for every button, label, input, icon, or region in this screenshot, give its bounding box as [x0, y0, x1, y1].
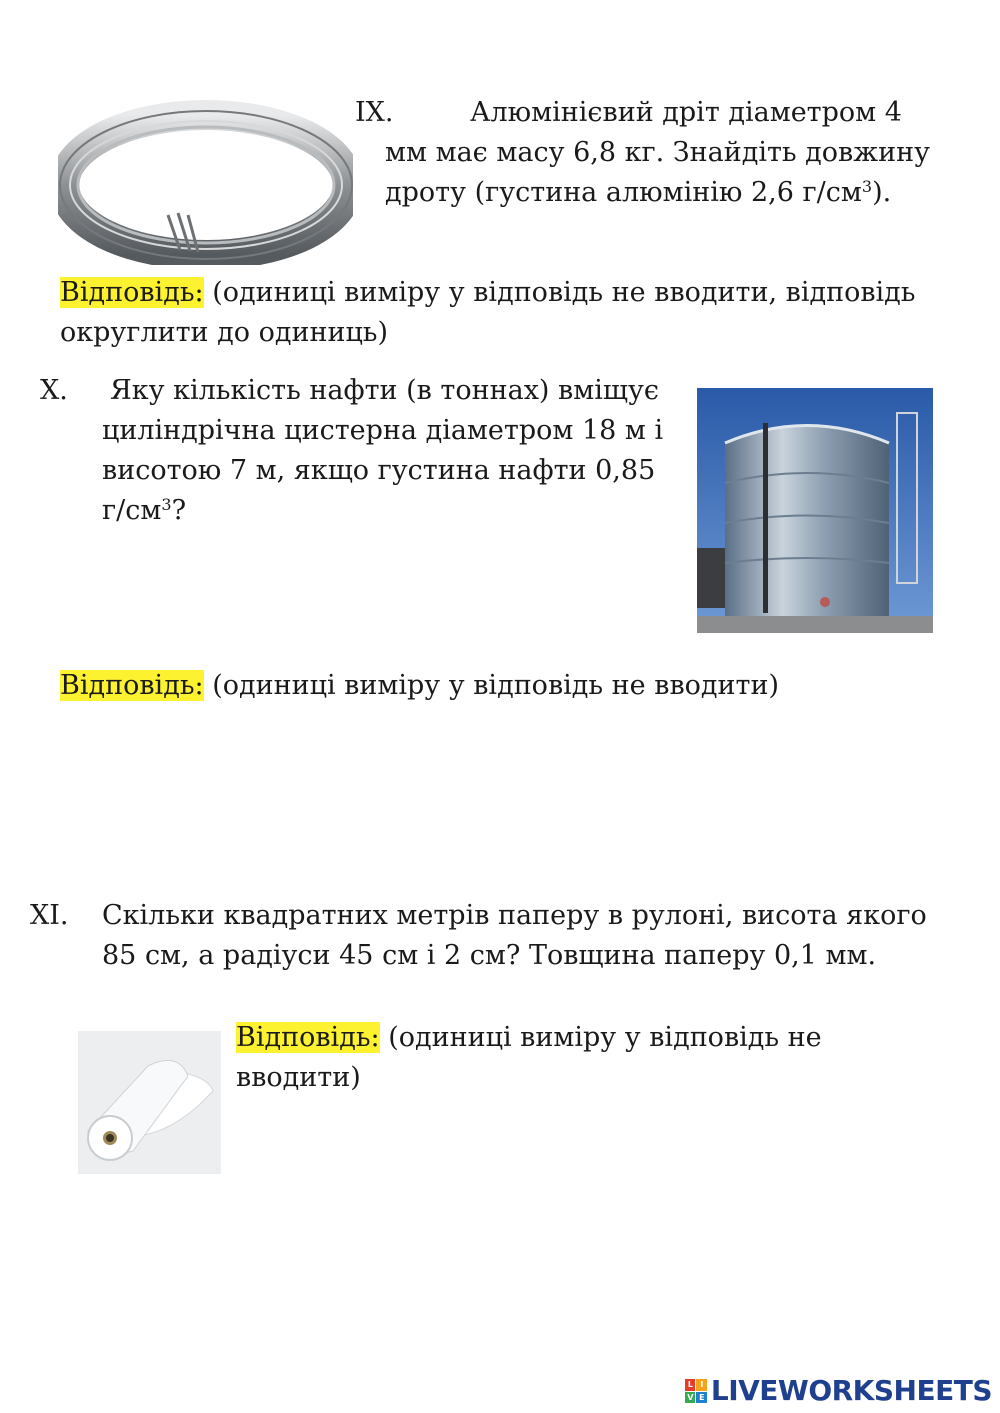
answer-note: (одиниці виміру у відповідь не вводити, відповідь округлити до одиниць) [60, 277, 916, 348]
question-number: X. [40, 375, 68, 406]
answer-prompt [60, 273, 960, 353]
logo-text: LIVEWORKSHEETS [710, 1374, 992, 1407]
question-text: Алюмінієвий дріт діаметром 4 мм має масу 6,8 кг. Знайдіть довжину дроту (густина алюмінію 2,6 $г/см^3$). [385, 97, 930, 208]
question-text: Скільки квадратних метрів паперу в рулоні, висота якого 85 см, а радіуси 45 см і 2 см? Товщина паперу 0,1 мм. [102, 900, 927, 971]
storage-tank-image [697, 388, 933, 633]
liveworksheets-logo [685, 1374, 992, 1408]
question-number: IX. [355, 97, 394, 128]
answer-label: Відповідь: [236, 1022, 380, 1053]
paper-roll-image [78, 1031, 221, 1174]
answer-label: Відповідь: [60, 277, 204, 308]
answer-label: Відповідь: [60, 670, 204, 701]
answer-note: (одиниці виміру у відповідь не вводити) [236, 1022, 822, 1093]
wire-coil-image [58, 95, 353, 265]
answer-prompt [60, 666, 960, 706]
liveworksheets-logo-icon: L I V E [685, 1379, 707, 1403]
question-number: XI. [30, 900, 69, 931]
question-text: Яку кількість нафти (в тоннах) вміщує циліндрічна цистерна діаметром 18 м і висотою 7 м, якщо густина нафти 0,85 $г/см^3$? [102, 375, 664, 526]
answer-prompt [236, 1018, 916, 1098]
answer-note: (одиниці виміру у відповідь не вводити) [203, 670, 779, 701]
